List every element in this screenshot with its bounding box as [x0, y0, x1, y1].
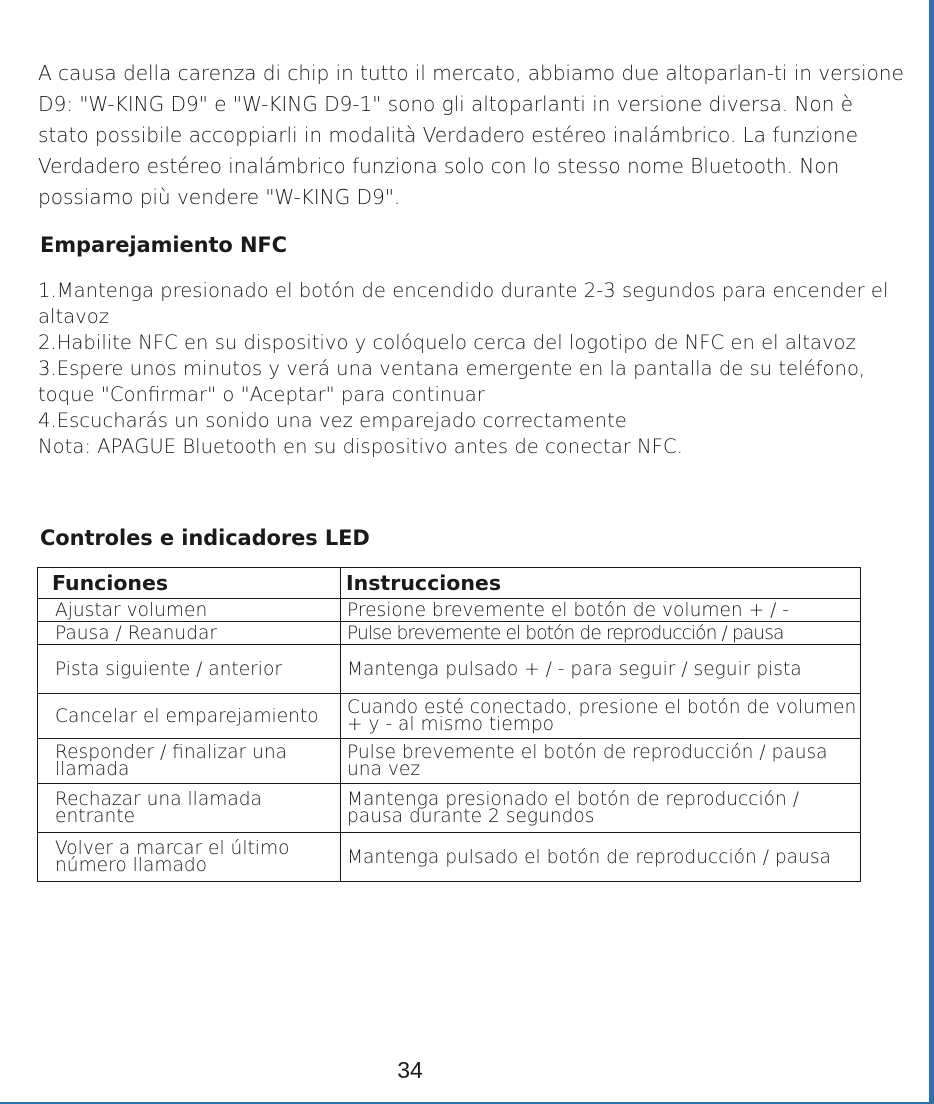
table-row [38, 739, 861, 784]
table-row [38, 694, 861, 739]
instruction-cell: Presione brevemente el botón de volumen + / - [341, 599, 861, 622]
nfc-note: Nota: APAGUE Bluetooth en su dispositivo antes de conectar NFC. [38, 435, 683, 458]
function-cell: Volver a marcar el último número llamado [38, 833, 341, 882]
instruction-cell: Mantenga presionado el botón de reproducción / pausa durante 2 segundos [341, 784, 861, 833]
table-row [38, 784, 861, 833]
nfc-step-2: 2.Habilite NFC en su dispositivo y colóquelo cerca del logotipo de NFC en el altavoz [38, 331, 856, 354]
table-header-row [38, 568, 861, 599]
nfc-heading: Emparejamiento NFC [40, 233, 287, 257]
column-header-instructions: Instrucciones [341, 568, 861, 599]
nfc-step-4: 4.Escucharás un sonido una vez emparejado correctamente [38, 409, 627, 432]
page-edge-bar [929, 0, 934, 1104]
function-cell: Responder / finalizar una llamada [38, 739, 341, 784]
table-row [38, 833, 861, 882]
nfc-step-3: 3.Espere unos minutos y verá una ventana emergente en la pantalla de su teléfono, toque "Confirmar" o "Aceptar" para continuar [38, 357, 872, 406]
controls-table [37, 567, 861, 882]
nfc-steps [38, 278, 908, 460]
function-cell: Pista siguiente / anterior [38, 645, 341, 694]
table-row [38, 599, 861, 622]
nfc-step-1: 1.Mantenga presionado el botón de encendido durante 2-3 segundos para encender el altavoz [38, 279, 895, 328]
intro-paragraph: A causa della carenza di chip in tutto il mercato, abbiamo due altoparlan-ti in versione D9: "W-KING D9" e "W-KING D9-1" sono gli altoparlanti in versione diversa. Non è stato possibile accoppiarli in modalità Verdadero estéreo inalámbrico. La funzione Verdadero estéreo inalámbrico funziona solo con lo stesso nome Bluetooth. Non possiamo più vendere "W-KING D9". [38, 61, 904, 209]
instruction-cell: Pulse brevemente el botón de reproducción / pausa [341, 622, 861, 645]
instruction-cell: Mantenga pulsado + / - para seguir / seguir pista [341, 645, 861, 694]
function-cell: Pausa / Reanudar [38, 622, 341, 645]
instruction-cell: Cuando esté conectado, presione el botón de volumen + y - al mismo tiempo [341, 694, 861, 739]
column-header-functions: Funciones [38, 568, 341, 599]
table-row [38, 622, 861, 645]
controls-heading: Controles e indicadores LED [40, 526, 370, 550]
page-number: 34 [397, 1057, 423, 1083]
function-cell: Ajustar volumen [38, 599, 341, 622]
function-cell: Rechazar una llamada entrante [38, 784, 341, 833]
instruction-cell: Pulse brevemente el botón de reproducción / pausa una vez [341, 739, 861, 784]
table-row [38, 645, 861, 694]
instruction-cell: Mantenga pulsado el botón de reproducción / pausa [341, 833, 861, 882]
function-cell: Cancelar el emparejamiento [38, 694, 341, 739]
